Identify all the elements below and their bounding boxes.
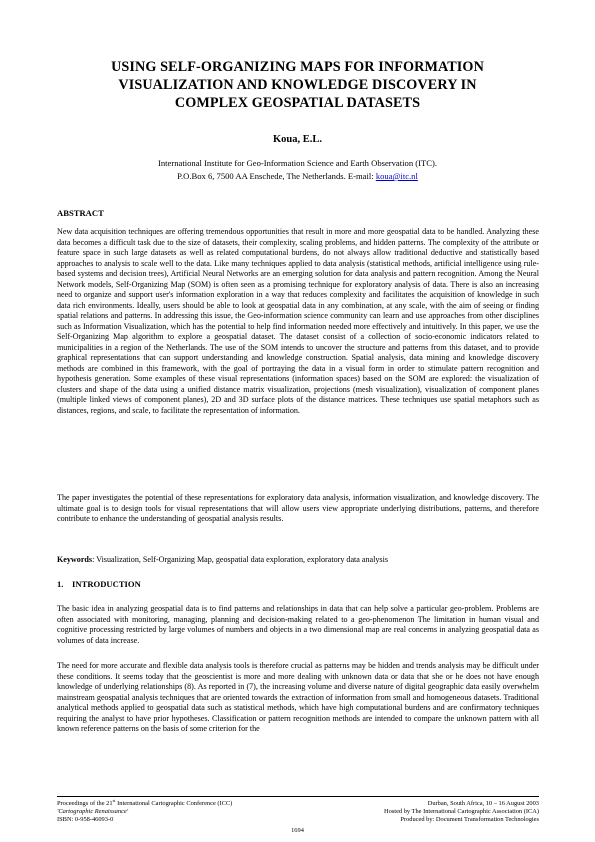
abstract-heading: ABSTRACT (57, 208, 104, 218)
footer-producer: Produced by: Document Transformation Technologies (400, 816, 539, 824)
affiliation-line-1: International Institute for Geo-Information Science and Earth Observation (ITC). (158, 158, 437, 168)
footer-location-date: Durban, South Africa, 10 – 16 August 2003 (427, 800, 539, 807)
introduction-heading: 1. INTRODUCTION (57, 579, 141, 589)
address-text: P.O.Box 6, 7500 AA Enschede, The Netherlands. E-mail: (177, 171, 376, 181)
abstract-paragraph-2: The paper investigates the potential of these representations for exploratory data analysis, information visualization, and knowledge discovery. The ultimate goal is to design tools for visual representations that will allow users view appropriate underlying distributions, patterns, and therefore contribute to enhance the understanding of geospatial analysis results. (57, 493, 539, 523)
introduction-paragraph-1: The basic idea in analyzing geospatial data is to find patterns and relationships in data that can help solve a particular geo-problem. Problems are often associated with monitoring, managing, planning and decision-making related to a geo-phenomenon The limitation in human visual and cognitive processing restricted by large volumes of numbers and objects in a two dimensional map are real concerns in analyzing geospatial data as volumes of data increase. (57, 604, 539, 645)
footer-theme: 'Cartographic Renaissance' (57, 808, 129, 816)
title-line-2: VISUALIZATION AND KNOWLEDGE DISCOVERY IN (118, 77, 477, 93)
introduction-paragraph-2: The need for more accurate and flexible data analysis tools is therefore crucial as patterns may be hidden and trends analysis may be difficult under these conditions. It seems today that the geoscientist is more and more dealing with unknown data or data that she or he does not have enough knowledge of underlying relationships (8). As reported in (7), the increasing volume and diverse nature of digital geographic data easily overwhelm mainstream geospatial analysis techniques that are oriented towards the extraction of information from small and homogeneous datasets. Traditional analytical methods applied to geospatial data such as statistical methods, which have high computational burdens and are confirmatory techniques requiring the analyst to have prior hypotheses. Classification or pattern recognition methods are intended to compare the unknown pattern with all known reference patterns on the basis of some criterion for the (57, 661, 539, 733)
keywords-text: : Visualization, Self-Organizing Map, geospatial data exploration, exploratory data analysis (92, 555, 388, 564)
keywords-label: Keywords (57, 555, 93, 564)
keywords-line (57, 555, 539, 566)
title-line-1: USING SELF-ORGANIZING MAPS FOR INFORMATION (111, 59, 484, 75)
footer-proceedings (57, 797, 233, 808)
footer-proceedings-a: Proceedings of the 21 (57, 800, 113, 807)
email-link[interactable]: koua@itc.nl (375, 171, 418, 181)
affiliation (0, 157, 595, 183)
abstract-paragraph-1: New data acquisition techniques are offering tremendous opportunities that result in more and more geospatial data to be handled. Analyzing these data becomes a difficult task due to the size of datasets, their complexity, scaling problems, and hidden patterns. The complexity of the attribute or feature space in such large datasets as well as related computational burdens, do not always allow traditional deductive and statistically based approaches to analysis to scale well to the data. Like many techniques applied to data analysis (statistical methods, artificial intelligence using rule-based systems and decision trees), Artificial Neural Networks are an emerging solution for data analysis and pattern recognition. Among the Neural Network models, Self-Organizing Map (SOM) is often seen as a promising technique for exploratory analysis of data. There is also an increasing need to organize and support user's information exploration in a way that reduces complexity and facilitates the acquisition of knowledge in such data rich environments. Ideally, users should be able to look at geospatial data in any combination, at any scale, with the aim of seeing or finding spatial relations and patterns. In addressing this issue, the Geo-information science community can learn and use approaches from other disciplines such as Information Visualization, which has the potential to help find information needed more effectively and intuitively. In this paper, we use the Self-Organizing Map algorithm to explore a geospatial dataset. The dataset consist of a collection of socio-economic indicators related to municipalities in a region of the Netherlands. The use of the SOM intends to uncover the structure and patterns from this dataset, and to provide graphical representations that can support understanding and knowledge construction. Spatial analysis, data mining and knowledge discovery methods are combined in this framework, with the goal of portraying the data in a visual form in order to stimulate pattern recognition and hypothesis generation. Some examples of these visual representations (information spaces) based on the SOM are explored: the visualization of clusters and shape of the data using a unified distance matrix visualization, projections (mesh visualization), visualization of component planes (multiple linked views of component planes), 2D and 3D surface plots of the distance matrices. These techniques use spatial metaphors such as distances, regions, and scale, to facilitate the representation of information. (57, 227, 539, 415)
paper-title (60, 58, 535, 112)
footer-divider (57, 796, 539, 797)
footer-host: Hosted by The International Cartographic Association (ICA) (384, 808, 539, 816)
footer-proceedings-b: International Cartographic Conference (ICC) (115, 800, 233, 807)
page-number: 1694 (291, 827, 304, 834)
footer-isbn: ISBN: 0-958-46093-0 (57, 816, 114, 824)
footer-right (384, 800, 539, 825)
title-line-3: COMPLEX GEOSPATIAL DATASETS (174, 95, 421, 111)
author-name: Koua, E.L. (272, 134, 322, 145)
footer-left (57, 797, 233, 825)
footer-proceedings-sup: st (112, 797, 116, 803)
affiliation-line-2 (0, 170, 595, 183)
